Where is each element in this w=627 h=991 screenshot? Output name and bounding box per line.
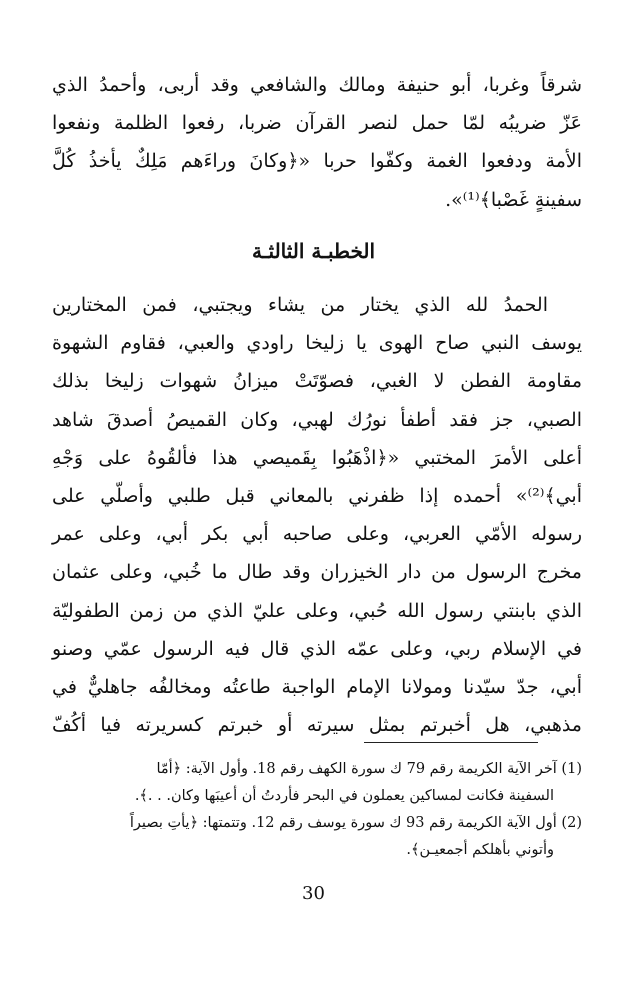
text-line: رسوله الأمّي العربي، وعلى صاحبه أبي بكر أبي، وعلى عمر xyxy=(52,523,582,546)
text-line: الذي بابنتي رسول الله حُبي، وعلى عليّ الذي من زمن الطفوليّة xyxy=(52,599,582,622)
text-line: الحمدُ لله الذي يختار من يشاء ويجتبي، فمن المختارين xyxy=(52,294,548,316)
text-line: أبي﴾⁽²⁾» أحمده إذا ظفرني بالمعاني قبل طلبي وأصلّي على xyxy=(52,484,582,507)
footnote-2-line: وأتوني بأهلكم أجمعيـن﴾. xyxy=(406,842,554,858)
text-line: الصبي، جز فقد أطفأ نورُك لهبي، وكان القميصُ أصدقَ شاهد xyxy=(52,408,582,431)
footnote-divider xyxy=(364,742,538,743)
text-line: في الإسلام ربي، وعلى عمّه الذي قال فيه الرسول عمّي وصنو xyxy=(52,637,582,660)
footnote-2-line: (2) أول الآية الكريمة رقم 93 ك سورة يوسف رقم 12. وتتمتها: ﴿يأتِ بصيراً xyxy=(129,815,582,831)
text-line: يوسف النبي صاح الهوى يا زليخا راودي والعبي، فقاوم الشهوة xyxy=(52,332,582,355)
section-title: الخطبـة الثالثـة xyxy=(251,239,376,263)
text-line: مقاومة الفطن لا الغبي، فصوّتَتْ ميزانُ شهوات زليخا بذلك xyxy=(52,370,582,393)
page-number: 30 xyxy=(302,883,325,904)
text-line: سفينةٍ غَصْبا﴾⁽¹⁾». xyxy=(445,188,582,211)
text-line: الأمة ودفعوا الغمة وكفّوا حربا «﴿وكانَ وراءَهم مَلِكٌ يأخذُ كُلَّ xyxy=(52,150,582,173)
continuation-paragraph xyxy=(52,66,582,219)
text-line: مخرج الرسول من دار الخيزران وقد طال ما خُبي، وعلى عثمان xyxy=(52,561,582,584)
text-line: أعلى الأمرَ المختبي «﴿اذْهَبُوا بِقَميصي هذا فألقُوهُ على وَجْهِ xyxy=(52,446,582,469)
sermon-paragraph xyxy=(52,286,582,744)
footnote-1-line: السفينة فكانت لمساكين يعملون في البحر فأردتُ أن أعيبَها وكان. . .﴾. xyxy=(134,788,554,804)
text-line: شرقاً وغربا، أبو حنيفة ومالك والشافعي وقد أربى، وأحمدُ الذي xyxy=(52,74,582,96)
footnote-1-line: (1) آخر الآية الكريمة رقم 79 ك سورة الكهف رقم 18. وأول الآية: ﴿أمّا xyxy=(156,761,582,777)
footnotes xyxy=(60,756,582,864)
text-line: أبي، جدّ سيّدنا ومولانا الإمام الواجبة طاعتُه ومخالفُه جاهليٌّ في xyxy=(52,675,582,698)
text-line: مذهبي، هل أخبرتم بمثل سيرته أو خبرتم كسريرته فيا أكُفّ xyxy=(52,714,582,737)
text-line: عَزّ ضريبُه لمّا حمل لنصر القرآن ضربا، رفعوا الظلمة ونفعوا xyxy=(52,112,582,135)
